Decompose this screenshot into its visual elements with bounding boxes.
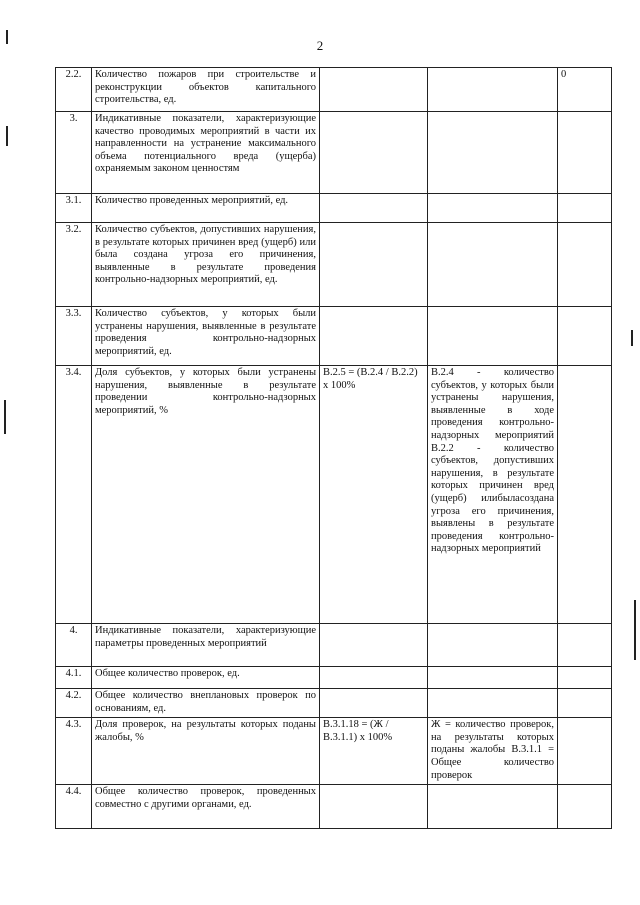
scan-mark	[634, 600, 636, 660]
row-number: 3.1.	[56, 194, 92, 223]
row-value	[558, 667, 612, 689]
table-row	[56, 194, 612, 223]
row-formula: В.2.5 = (В.2.4 / В.2.2) x 100%	[320, 366, 428, 624]
scan-mark	[6, 30, 8, 44]
table-row	[56, 785, 612, 829]
row-explanation	[428, 112, 558, 194]
row-value: 0	[558, 68, 612, 112]
row-number: 4.4.	[56, 785, 92, 829]
scan-mark	[6, 126, 8, 146]
row-description: Количество пожаров при строительстве и реконструкции объектов капитального строительства, ед.	[92, 68, 320, 112]
row-description: Количество проведенных мероприятий, ед.	[92, 194, 320, 223]
row-number: 3.2.	[56, 223, 92, 307]
row-explanation	[428, 68, 558, 112]
table-row	[56, 718, 612, 785]
row-number: 2.2.	[56, 68, 92, 112]
table-row	[56, 624, 612, 667]
row-formula	[320, 307, 428, 366]
row-description: Общее количество внеплановых проверок по основаниям, ед.	[92, 689, 320, 718]
row-value	[558, 785, 612, 829]
row-number: 3.3.	[56, 307, 92, 366]
row-formula	[320, 624, 428, 667]
table-row	[56, 68, 612, 112]
table-row	[56, 112, 612, 194]
row-number: 4.2.	[56, 689, 92, 718]
row-value	[558, 223, 612, 307]
table-row	[56, 307, 612, 366]
row-description: Индикативные показатели, характеризующие параметры проведенных мероприятий	[92, 624, 320, 667]
row-description: Общее количество проверок, ед.	[92, 667, 320, 689]
row-value	[558, 112, 612, 194]
row-explanation	[428, 194, 558, 223]
row-explanation: Ж = количество проверок, на результаты которых поданы жалобы В.3.1.1 = Общее количество проверок	[428, 718, 558, 785]
row-number: 4.	[56, 624, 92, 667]
row-number: 3.	[56, 112, 92, 194]
row-explanation: В.2.4 - количество субъектов, у которых были устранены нарушения, выявленные в ходе проведения контрольно-надзорных мероприятий В.2.2 - количество субъектов, допустивших нарушения, в результате которых причинен вред (ущерб) илибыласоздана угроза его причинения, выявлены в результате проведения контрольно-надзорных мероприятий	[428, 366, 558, 624]
row-value	[558, 307, 612, 366]
row-description: Доля субъектов, у которых были устранены нарушения, выявленные в результате проведении контрольно-надзорных мероприятий, %	[92, 366, 320, 624]
row-formula	[320, 194, 428, 223]
row-formula: В.3.1.18 = (Ж / В.3.1.1) x 100%	[320, 718, 428, 785]
row-description: Общее количество проверок, проведенных совместно с другими органами, ед.	[92, 785, 320, 829]
row-explanation	[428, 667, 558, 689]
page-number: 2	[316, 38, 324, 53]
row-value	[558, 718, 612, 785]
row-number: 3.4.	[56, 366, 92, 624]
row-explanation	[428, 689, 558, 718]
indicators-table	[55, 67, 612, 829]
row-explanation	[428, 785, 558, 829]
row-formula	[320, 689, 428, 718]
row-description: Доля проверок, на результаты которых поданы жалобы, %	[92, 718, 320, 785]
row-explanation	[428, 624, 558, 667]
row-value	[558, 194, 612, 223]
row-formula	[320, 667, 428, 689]
row-value	[558, 624, 612, 667]
row-formula	[320, 112, 428, 194]
table-row	[56, 366, 612, 624]
row-formula	[320, 223, 428, 307]
table-row	[56, 689, 612, 718]
row-number: 4.3.	[56, 718, 92, 785]
table-row	[56, 667, 612, 689]
row-description: Количество субъектов, у которых были устранены нарушения, выявленные в результате проведения контрольно-надзорных мероприятий, ед.	[92, 307, 320, 366]
row-formula	[320, 68, 428, 112]
row-explanation	[428, 307, 558, 366]
row-value	[558, 366, 612, 624]
row-description: Индикативные показатели, характеризующие качество проводимых мероприятий в части их направленности на устранение максимального объема потенциального вреда (ущерба) охраняемым законом ценностям	[92, 112, 320, 194]
row-number: 4.1.	[56, 667, 92, 689]
row-value	[558, 689, 612, 718]
scan-mark	[4, 400, 6, 434]
row-explanation	[428, 223, 558, 307]
row-description: Количество субъектов, допустивших нарушения, в результате которых причинен вред (ущерб) или была создана угроза его причинения, выявленные в результате проведения контрольно-надзорных мероприятий, ед.	[92, 223, 320, 307]
scan-mark	[631, 330, 633, 346]
table-row	[56, 223, 612, 307]
row-formula	[320, 785, 428, 829]
